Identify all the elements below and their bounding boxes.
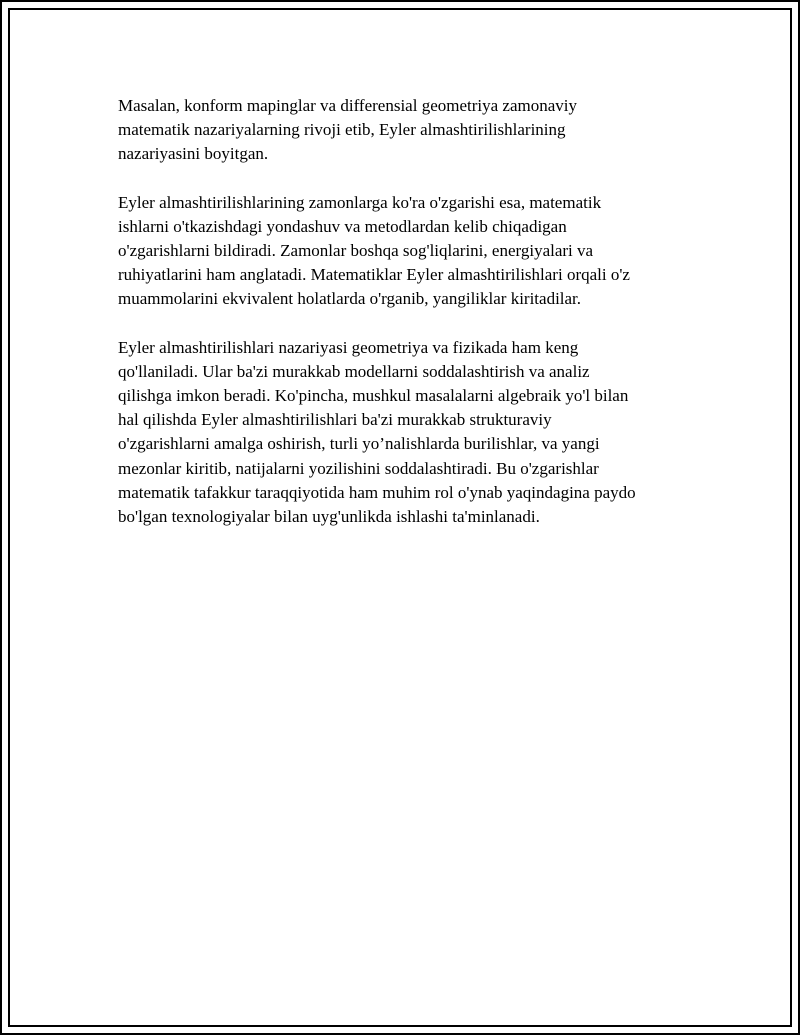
text-line: matematik nazariyalarning rivoji etib, Eyler almashtirilishlarining: [118, 120, 566, 140]
text-line: qo'llaniladi. Ular ba'zi murakkab modellarni soddalashtirish va analiz: [118, 361, 590, 381]
text-line: hal qilishda Eyler almashtirilishlari ba'zi murakkab strukturaviy: [118, 410, 552, 430]
paragraph-3: [118, 336, 703, 530]
paragraph-2: [118, 191, 703, 312]
text-line: matematik tafakkur taraqqiyotida ham muhim rol o'ynab yaqindagina paydo: [118, 482, 636, 502]
text-line: o'zgarishlarni bildiradi. Zamonlar boshqa sog'liqlarini, energiyalari va: [118, 241, 594, 261]
text-line: ruhiyatlarini ham anglatadi. Matematiklar Eyler almashtirilishlari orqali o'z: [118, 265, 630, 285]
text-line: Eyler almashtirilishlarining zamonlarga ko'ra o'zgarishi esa, matematik: [118, 192, 602, 212]
text-line: ishlarni o'tkazishdagi yondashuv va metodlardan kelib chiqadigan: [118, 216, 567, 236]
text-line: mezonlar kiritib, natijalarni yozilishini soddalashtiradi. Bu o'zgarishlar: [118, 458, 599, 478]
text-line: bo'lgan texnologiyalar bilan uyg'unlikda ishlashi ta'minlanadi.: [118, 507, 540, 527]
paragraph-1: [118, 94, 703, 167]
text-line: nazariyasini boyitgan.: [118, 144, 269, 164]
text-line: Masalan, konform mapinglar va differensial geometriya zamonaviy: [118, 96, 577, 115]
text-line: o'zgarishlarni amalga oshirish, turli yo’nalishlarda burilishlar, va yangi: [118, 434, 600, 454]
document-body: [118, 94, 703, 553]
text-line: qilishga imkon beradi. Ko'pincha, mushkul masalalarni algebraik yo'l bilan: [118, 386, 629, 406]
text-line: muammolarini ekvivalent holatlarda o'rganib, yangiliklar kiritadilar.: [118, 289, 582, 309]
text-line: Eyler almashtirilishlari nazariyasi geometriya va fizikada ham keng: [118, 337, 579, 357]
